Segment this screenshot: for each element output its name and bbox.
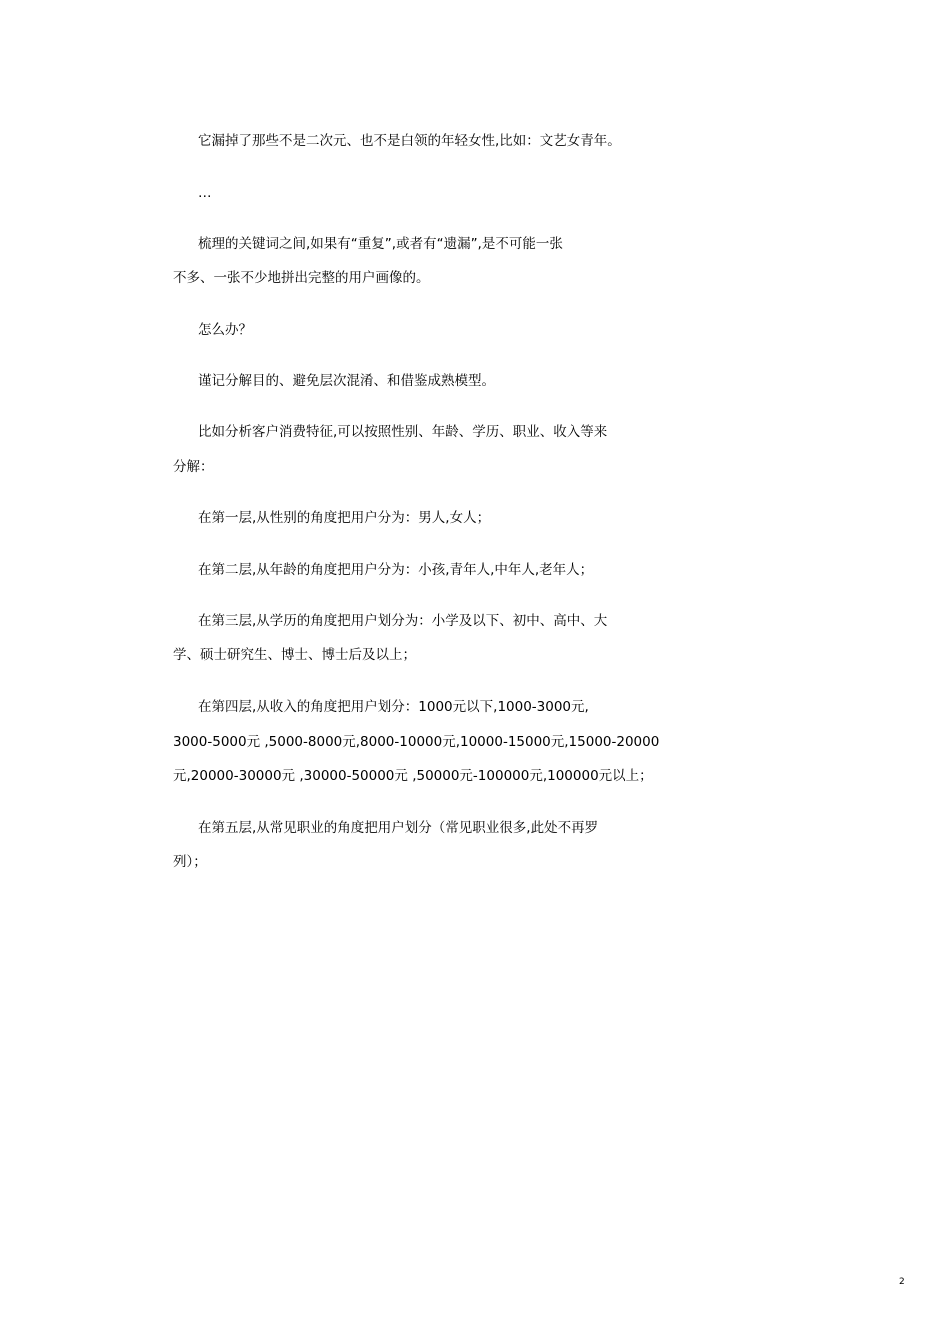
paragraph-8: 在第二层,从年龄的角度把用户分为：小孩,青年人,中年人,老年人；	[198, 562, 594, 578]
paragraph-7: 在第一层,从性别的角度把用户分为：男人,女人；	[198, 510, 491, 526]
paragraph-10-line-1: 在第四层,从收入的角度把用户划分：1000元以下,1000-3000元,	[198, 699, 589, 715]
paragraph-1: 它漏掉了那些不是二次元、也不是白领的年轻女性,比如：文艺女青年。	[198, 133, 621, 149]
paragraph-3-line-2: 不多、一张不少地拼出完整的用户画像的。	[173, 270, 430, 286]
paragraph-9-line-2: 学、硕士研究生、博士、博士后及以上；	[173, 647, 416, 663]
paragraph-6-line-2: 分解：	[173, 459, 214, 475]
paragraph-10-line-3: 元,20000-30000元 ,30000-50000元 ,50000元-100000元,100000元以上；	[173, 768, 653, 784]
paragraph-4: 怎么办？	[198, 322, 252, 338]
paragraph-9-line-1: 在第三层,从学历的角度把用户划分为：小学及以下、初中、高中、大	[198, 613, 608, 629]
paragraph-3-line-1: 梳理的关键词之间,如果有“重复”,或者有“遗漏”,是不可能一张	[198, 236, 563, 252]
page-number: 2	[899, 1277, 905, 1287]
paragraph-11-line-1: 在第五层,从常见职业的角度把用户划分（常见职业很多,此处不再罗	[198, 820, 599, 836]
paragraph-6-line-1: 比如分析客户消费特征,可以按照性别、年龄、学历、职业、收入等来	[198, 424, 608, 440]
paragraph-5: 谨记分解目的、避免层次混淆、和借鉴成熟模型。	[198, 373, 495, 389]
paragraph-10-line-2: 3000-5000元 ,5000-8000元,8000-10000元,10000-15000元,15000-20000	[173, 734, 660, 750]
paragraph-ellipsis: …	[198, 185, 212, 201]
paragraph-11-line-2: 列）；	[173, 854, 207, 870]
